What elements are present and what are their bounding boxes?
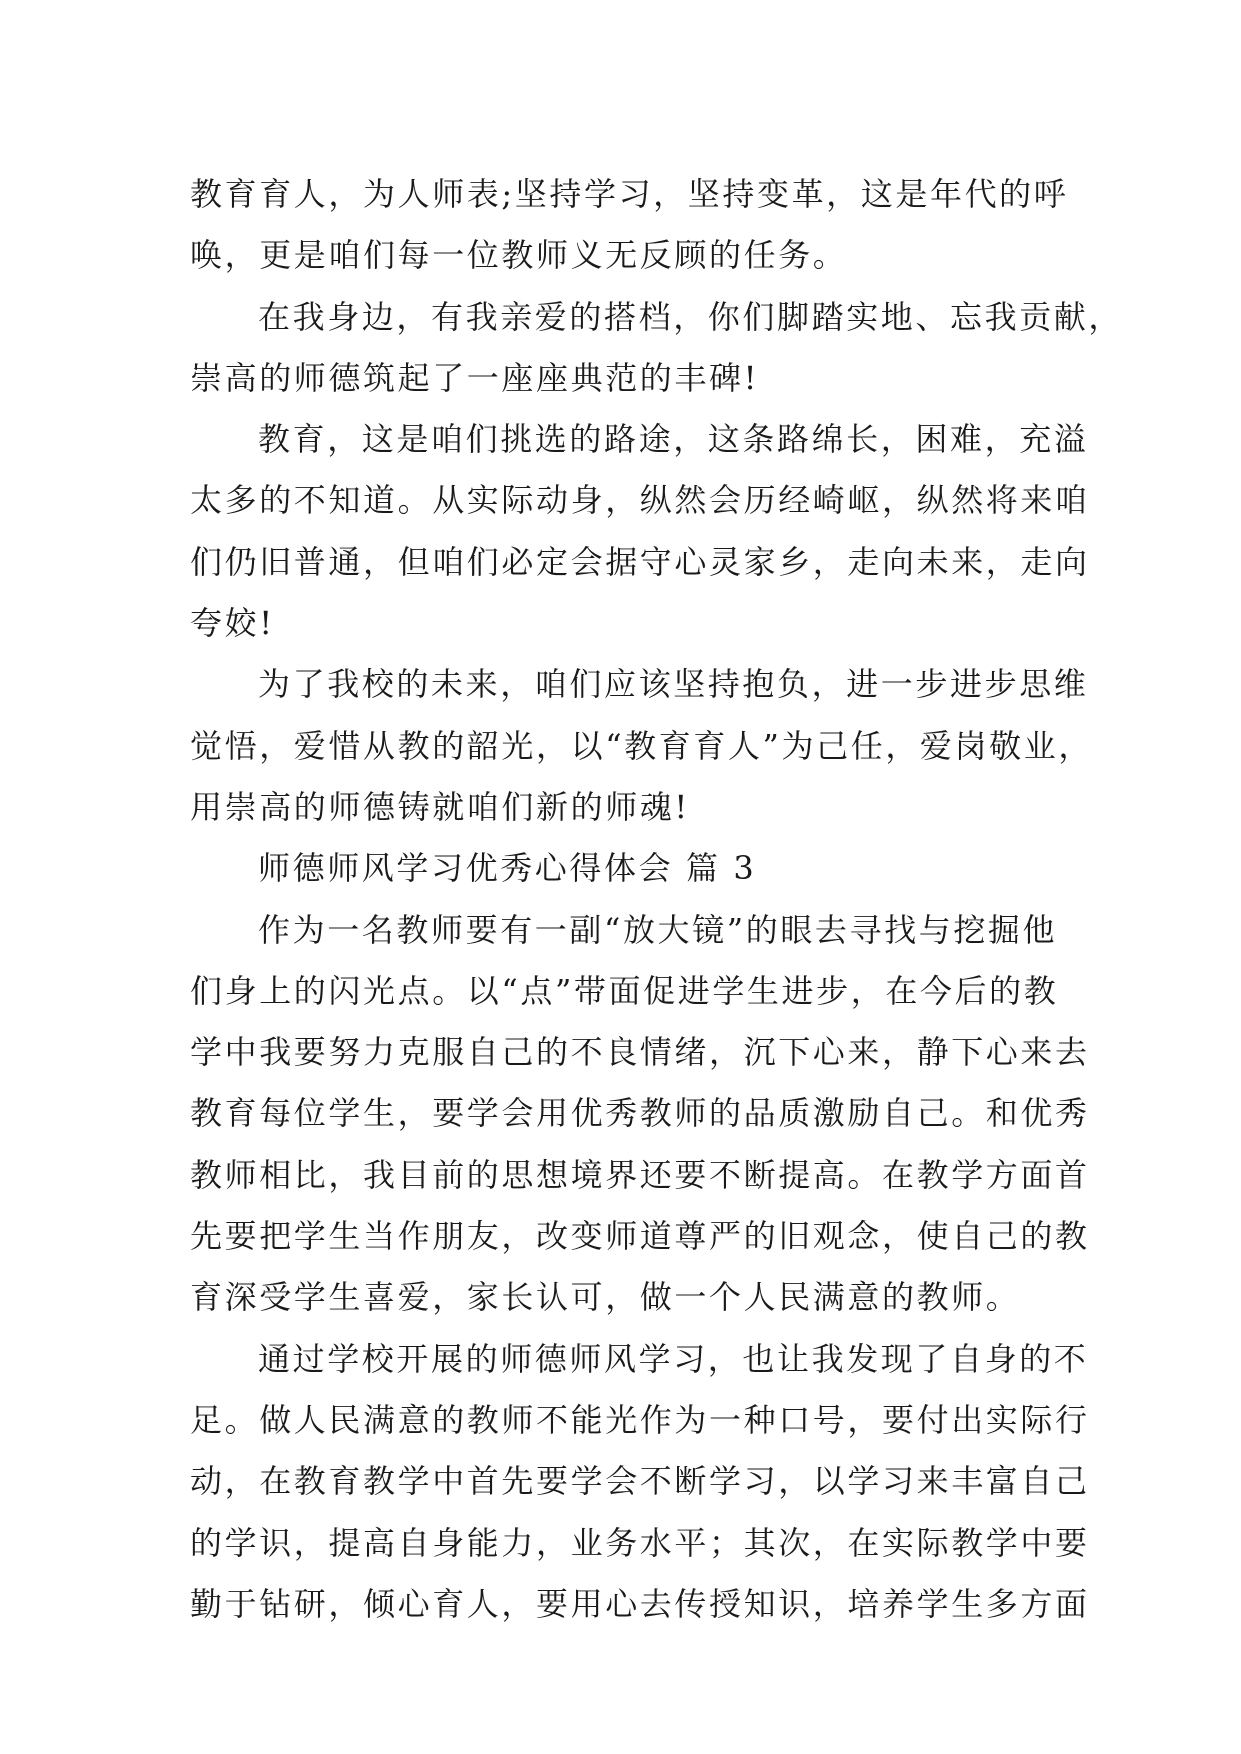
paragraph-first-line: 作为一名教师要有一副“放大镜”的眼去寻找与挖掘他 xyxy=(258,910,1058,949)
text-line: 觉悟，爱惜从教的韶光，以“教育育人”为己任，爱岗敬业， xyxy=(190,726,1093,765)
text-line: 们身上的闪光点。以“点”带面促进学生进步，在今后的教 xyxy=(190,971,1059,1010)
text-line: 动，在教育教学中首先要学会不断学习，以学习来丰富自己 xyxy=(190,1462,1090,1501)
text-line: 太多的不知道。从实际动身，纵然会历经崎岖，纵然将来咱 xyxy=(190,481,1090,520)
text-line: 夸姣! xyxy=(190,604,275,643)
text-line: 教育育人，为人师表;坚持学习，坚持变革，这是年代的呼 xyxy=(190,175,1069,213)
text-line: 教育每位学生，要学会用优秀教师的品质激励自己。和优秀 xyxy=(190,1094,1090,1133)
text-line: 的学识，提高自身能力，业务水平；其次，在实际教学中要 xyxy=(190,1523,1090,1562)
text-line: 足。做人民满意的教师不能光作为一种口号，要付出实际行 xyxy=(190,1400,1090,1439)
text-line: 教师相比，我目前的思想境界还要不断提高。在教学方面首 xyxy=(190,1155,1090,1194)
text-line: 唤，更是咱们每一位教师义无反顾的任务。 xyxy=(190,236,848,275)
text-line: 用崇高的师德铸就咱们新的师魂! xyxy=(190,787,690,826)
text-line: 们仍旧普通，但咱们必定会据守心灵家乡，走向未来，走向 xyxy=(190,542,1090,581)
paragraph-first-line: 为了我校的未来，咱们应该坚持抱负，进一步进步思维 xyxy=(258,665,1089,704)
text-line: 崇高的师德筑起了一座座典范的丰碑! xyxy=(190,358,760,397)
paragraph-first-line: 教育，这是咱们挑选的路途，这条路绵长，困难，充溢 xyxy=(258,420,1089,459)
text-line: 先要把学生当作朋友，改变师道尊严的旧观念，使自己的教 xyxy=(190,1217,1090,1256)
document-body xyxy=(190,164,1124,1635)
text-line: 勤于钻研，倾心育人，要用心去传授知识，培养学生多方面 xyxy=(190,1584,1090,1623)
paragraph-first-line: 在我身边，有我亲爱的搭档，你们脚踏实地、忘我贡献， xyxy=(258,297,1124,336)
text-line: 育深受学生喜爱，家长认可，做一个人民满意的教师。 xyxy=(190,1278,1021,1317)
text-line: 学中我要努力克服自己的不良情绪，沉下心来，静下心来去 xyxy=(190,1033,1090,1072)
section-heading: 师德师风学习优秀心得体会 篇 3 xyxy=(258,849,757,888)
paragraph-first-line: 通过学校开展的师德师风学习，也让我发现了自身的不 xyxy=(258,1339,1089,1378)
